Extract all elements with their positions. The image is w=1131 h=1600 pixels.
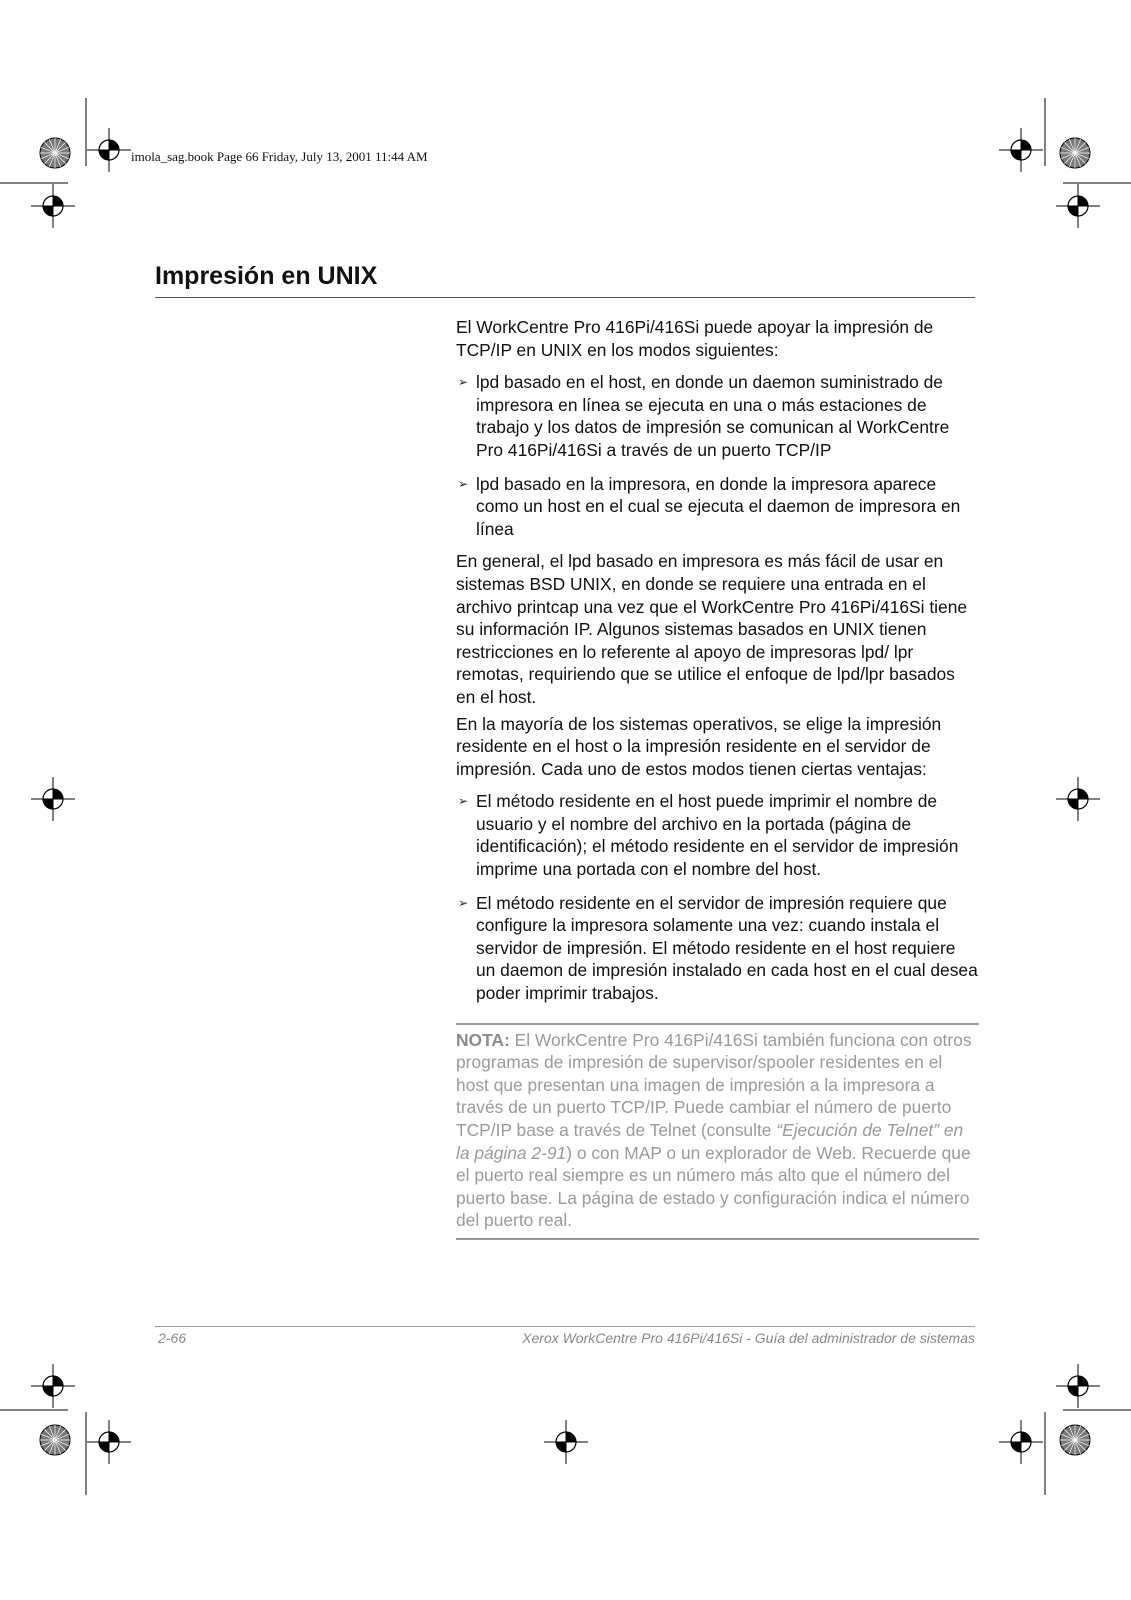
note-text: El WorkCentre Pro 416Pi/416Si también funciona con otros programas de impresión de supervisor/spooler residentes en el host que presentan una imagen de impresión a la impresora a través de un puerto TCP/IP. Puede cambiar el número de puerto TCP/IP base a través de Telnet (consulte bbox=[456, 1029, 972, 1140]
arrow-bullet-icon: ➢ bbox=[458, 476, 469, 491]
list-item: ➢ lpd basado en el host, en donde un daemon suministrado de impresora en línea se ejecuta en una o más estaciones de trabajo y los datos de impresión se comunican al WorkCentre Pro 416Pi/416Si a través de un puerto TCP/IP bbox=[458, 372, 950, 460]
note-label: NOTA: bbox=[456, 1029, 510, 1050]
intro-paragraph: El WorkCentre Pro 416Pi/416Si puede apoyar la impresión de TCP/IP en UNIX en los modos siguientes: bbox=[456, 317, 934, 360]
note-text-end: ) o con MAP o un explorador de Web. Recuerde que el puerto real siempre es un número más alto que el número del puerto base. La página de estado y configuración indica el número del puerto real. bbox=[456, 1142, 971, 1231]
main-column bbox=[456, 316, 979, 1240]
book-title: Xerox WorkCentre Pro 416Pi/416Si - Guía del administrador de sistemas bbox=[522, 1330, 975, 1346]
cross-reference-link[interactable]: “Ejecución de Telnet” en la página 2-91 bbox=[456, 1120, 964, 1163]
general-paragraph: En general, el lpd basado en impresora es más fácil de usar en sistemas BSD UNIX, en donde se requiere una entrada en el archivo printcap una vez que el WorkCentre Pro 416Pi/416Si tiene su información IP. Algunos sistemas basados en UNIX tienen restricciones en lo referente al apoyo de impresoras lpd/ lpr remotas, requiriendo que se utilice el enfoque de lpd/lpr basados en el host. bbox=[456, 551, 968, 707]
arrow-bullet-icon: ➢ bbox=[458, 895, 469, 910]
lpd-modes-list bbox=[456, 371, 979, 540]
print-slug: imola_sag.book Page 66 Friday, July 13, 2001 11:44 AM bbox=[131, 149, 428, 164]
list-item: ➢ El método residente en el host puede imprimir el nombre de usuario y el nombre del archivo en la portada (página de identificación); el método residente en el servidor de impresión imprime una portada con el nombre del host. bbox=[458, 791, 959, 880]
advantages-list bbox=[456, 790, 979, 1004]
footer-divider bbox=[155, 1326, 975, 1327]
arrow-bullet-icon: ➢ bbox=[458, 794, 469, 809]
list-item: ➢ El método residente en el servidor de impresión requiere que configure la impresora solamente una vez: cuando instala el servidor de impresión. El método residente en el host requiere un daemon de impresión instalado en cada host en el cual desea poder imprimir trabajos. bbox=[458, 892, 978, 1004]
title-divider bbox=[155, 297, 975, 298]
section-title: Impresión en UNIX bbox=[155, 262, 378, 290]
page-number: 2-66 bbox=[158, 1330, 187, 1346]
list-item: ➢ lpd basado en la impresora, en donde la impresora aparece como un host en el cual se ejecuta el daemon de impresora en línea bbox=[458, 473, 961, 539]
os-paragraph: En la mayoría de los sistemas operativos, se elige la impresión residente en el host o la impresión residente en el servidor de impresión. Cada uno de estos modos tienen ciertas ventajas: bbox=[456, 713, 942, 779]
note-box bbox=[456, 1023, 979, 1240]
arrow-bullet-icon: ➢ bbox=[458, 375, 469, 390]
